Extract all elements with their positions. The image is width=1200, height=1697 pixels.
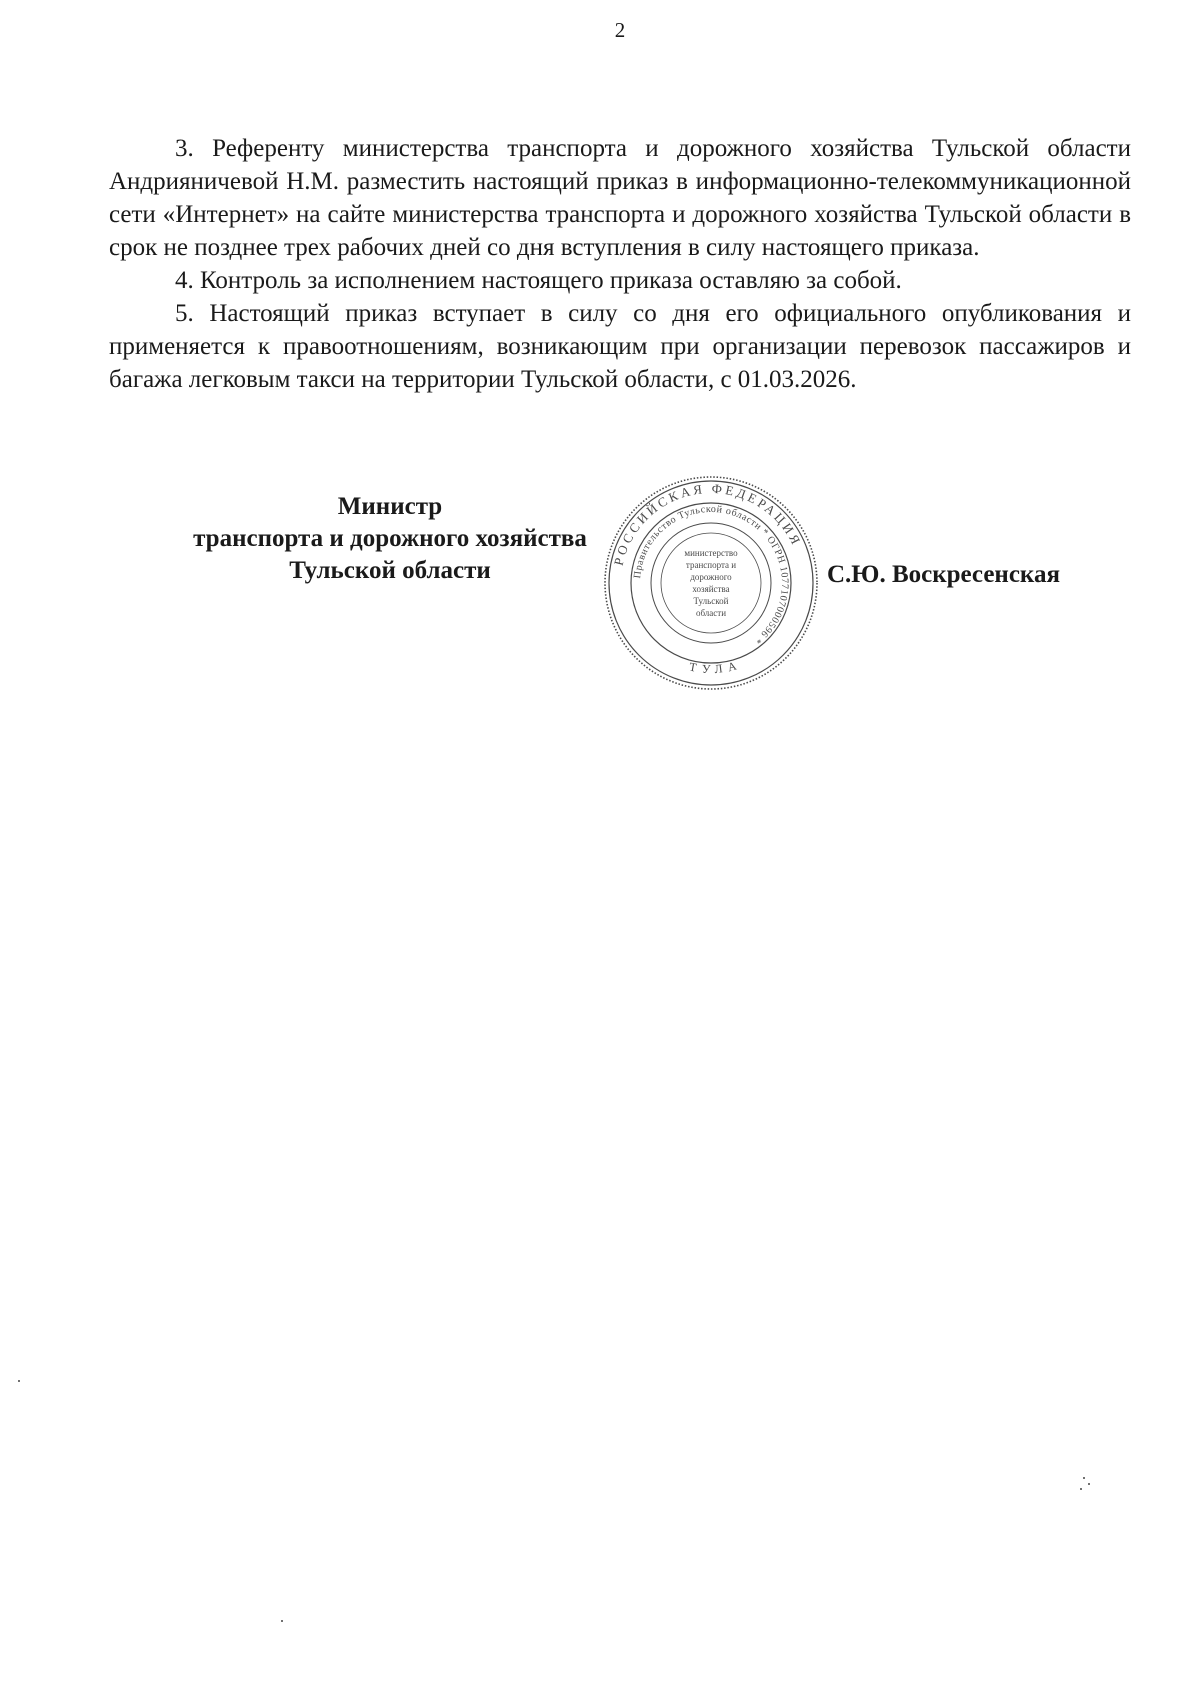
- seal-center-line: дорожного: [690, 572, 732, 582]
- seal-center-line: Тульской: [693, 596, 729, 606]
- signatory-position: [130, 491, 650, 587]
- seal-center-line: хозяйства: [692, 584, 730, 594]
- paragraph-5: 5. Настоящий приказ вступает в силу со дня его официального опубликования и применяется к правоотношениям, возникающим при организации перевозок пассажиров и багажа легковым такси на территории Тульской области, с 01.03.2026.: [109, 300, 1131, 393]
- scan-speck: [1083, 1477, 1085, 1479]
- seal-outer-text: РОССИЙСКАЯ ФЕДЕРАЦИЯ: [610, 480, 805, 567]
- paragraph-4: 4. Контроль за исполнением настоящего приказа оставляю за собой.: [175, 267, 902, 294]
- signatory-position-line: транспорта и дорожного хозяйства: [193, 525, 587, 552]
- seal-middle-text: Правительство Тульской области * ОГРН 1077107000596 *: [632, 503, 791, 647]
- scan-speck: [1080, 1488, 1082, 1490]
- signatory-position-line: Тульской области: [289, 557, 491, 584]
- document-body: [109, 132, 1131, 396]
- seal-center-line: транспорта и: [685, 560, 737, 570]
- scan-speck: [281, 1620, 283, 1622]
- seal-center-line: министерство: [684, 548, 738, 558]
- signatory-name: С.Ю. Воскресенская: [827, 561, 1060, 588]
- seal-bottom-text: ТУЛА: [688, 656, 744, 677]
- seal-graphic: [600, 472, 822, 694]
- scan-speck: [1088, 1483, 1090, 1485]
- official-seal: [600, 472, 822, 694]
- scan-speck: [18, 1380, 20, 1382]
- paragraph-3: 3. Референту министерства транспорта и дорожного хозяйства Тульской области Андрияничевой Н.М. разместить настоящий приказ в информационно-телекоммуникационной сети «Интернет» на сайте министерства транспорта и дорожного хозяйства Тульской области в срок не позднее трех рабочих дней со дня вступления в силу настоящего приказа.: [109, 135, 1131, 261]
- seal-center-line: области: [695, 608, 727, 618]
- page-number: 2: [614, 18, 626, 42]
- signatory-position-line: Министр: [337, 493, 443, 520]
